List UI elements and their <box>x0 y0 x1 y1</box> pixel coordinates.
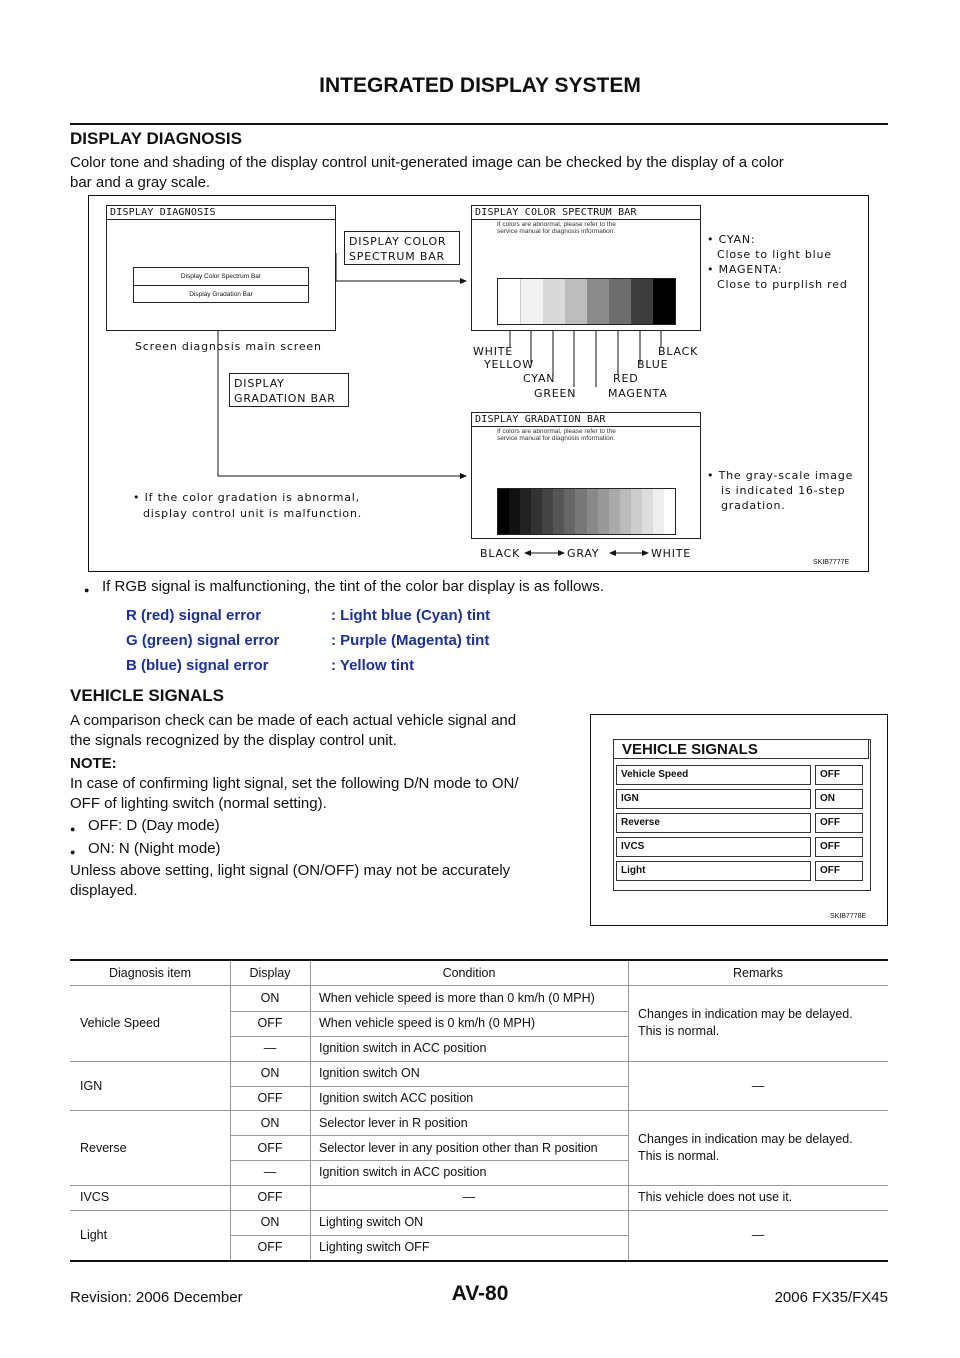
th-condition: Condition <box>442 966 496 980</box>
td-display: OFF <box>257 1091 283 1105</box>
footer-page-number: AV-80 <box>451 1282 509 1305</box>
td-remarks: — <box>751 1228 765 1242</box>
table-top-rule <box>70 959 888 961</box>
vs-row-value: OFF <box>815 765 863 785</box>
gradation-title: DISPLAY GRADATION BAR <box>472 413 700 427</box>
table-rule <box>230 1036 628 1037</box>
gradation-step <box>520 489 531 534</box>
gradation-step <box>587 489 598 534</box>
grad-box-line1: DISPLAY <box>234 377 285 390</box>
menu-gradation[interactable]: Display Gradation Bar <box>189 291 253 298</box>
td-display: — <box>263 1165 277 1179</box>
note-cyan-l2: Close to light blue <box>717 248 832 261</box>
gray-scale-note <box>707 468 853 513</box>
td-condition: When vehicle speed is more than 0 km/h (0 MPH) <box>319 991 595 1005</box>
scale-gray: GRAY <box>567 547 600 560</box>
bullet-on: ● ON: N (Night mode) <box>88 839 221 859</box>
table-rule <box>70 1185 888 1186</box>
label-black: BLACK <box>658 345 699 358</box>
intro-line2: bar and a gray scale. <box>70 174 211 191</box>
gradation-step <box>553 489 564 534</box>
vs-row-value: OFF <box>815 837 863 857</box>
gradation-step <box>564 489 575 534</box>
vs-para2-l2: displayed. <box>70 882 138 899</box>
td-condition: Ignition switch ON <box>319 1066 420 1080</box>
td-display: — <box>263 1041 277 1055</box>
signal-g-value: : Purple (Magenta) tint <box>331 632 490 649</box>
signal-r-value: : Light blue (Cyan) tint <box>331 607 491 624</box>
color-box-line1: DISPLAY COLOR <box>349 235 447 248</box>
signal-r-name: R (red) signal error <box>126 607 262 624</box>
gradation-step <box>509 489 520 534</box>
vs-row-label: Vehicle Speed <box>616 765 811 785</box>
label-cyan: CYAN <box>523 372 556 385</box>
signal-b-name: B (blue) signal error <box>126 657 269 674</box>
gradation-step <box>531 489 542 534</box>
page-title: INTEGRATED DISPLAY SYSTEM <box>319 74 641 97</box>
td-condition: Lighting switch ON <box>319 1215 424 1229</box>
table-col-rule <box>310 961 311 1260</box>
vs-para1-l2: the signals recognized by the display control unit. <box>70 732 397 749</box>
gradation-step <box>664 489 675 534</box>
td-remarks: — <box>751 1079 765 1093</box>
gradation-step <box>542 489 553 534</box>
label-yellow: YELLOW <box>484 358 534 371</box>
color-box-line2: SPECTRUM BAR <box>349 250 445 263</box>
cyan-magenta-notes <box>707 232 848 292</box>
vs-row-label: IVCS <box>616 837 811 857</box>
td-item: IGN <box>80 1079 103 1093</box>
bar-white <box>498 279 521 324</box>
td-item: Light <box>80 1228 108 1242</box>
label-red: RED <box>613 372 639 385</box>
td-condition: Ignition switch in ACC position <box>319 1041 487 1055</box>
td-remarks: This is normal. <box>638 1149 720 1163</box>
footer-revision: Revision: 2006 December <box>70 1289 243 1306</box>
gradation-note-l2: service manual for diagnosis information. <box>497 435 616 442</box>
gradation-abnormal-note <box>472 427 700 442</box>
td-item: Vehicle Speed <box>80 1016 160 1030</box>
main-screen-caption: Screen diagnosis main screen <box>135 340 322 353</box>
gradation-bar <box>497 488 676 535</box>
signal-b-value: : Yellow tint <box>331 657 415 674</box>
table-rule <box>70 1061 888 1062</box>
td-condition: Lighting switch OFF <box>319 1240 430 1254</box>
table-rule <box>70 985 888 986</box>
td-display: OFF <box>257 1141 283 1155</box>
scale-black: BLACK <box>480 547 521 560</box>
td-condition: Ignition switch ACC position <box>319 1091 474 1105</box>
label-white: WHITE <box>473 345 514 358</box>
gradation-step <box>598 489 609 534</box>
gradation-step <box>631 489 642 534</box>
note-gray-l1: • The gray-scale image <box>707 469 854 482</box>
td-display: OFF <box>257 1240 283 1254</box>
color-spectrum-bar <box>497 278 676 325</box>
note-gray-l3: gradation. <box>721 499 786 512</box>
vs-row-value: OFF <box>815 861 863 881</box>
vehicle-signals-heading: VEHICLE SIGNALS <box>70 686 224 705</box>
vs-para2-l1: Unless above setting, light signal (ON/OFF) may not be accurately <box>70 862 511 879</box>
note-mag-l1: • MAGENTA: <box>707 263 783 276</box>
note-abn-l1: • If the color gradation is abnormal, <box>133 491 360 504</box>
bar-magenta <box>587 279 609 324</box>
table-rule <box>230 1235 628 1236</box>
label-magenta: MAGENTA <box>608 387 668 400</box>
td-remarks: Changes in indication may be delayed. <box>638 1132 853 1146</box>
table-rule <box>230 1011 628 1012</box>
gradation-abnormal-text <box>133 490 362 522</box>
spectrum-note-l2: service manual for diagnosis information. <box>497 228 616 235</box>
rgb-bullet: ● If RGB signal is malfunctioning, the tint of the color bar display is as follows. <box>102 577 604 597</box>
grad-box-line2: GRADATION BAR <box>234 392 336 405</box>
vs-para1-l1: A comparison check can be made of each actual vehicle signal and <box>70 712 517 729</box>
td-item: Reverse <box>80 1141 127 1155</box>
vs-row-value: OFF <box>815 813 863 833</box>
gradation-step <box>575 489 586 534</box>
spectrum-note-l1: If colors are abnormal, please refer to the <box>497 221 616 228</box>
gradation-step <box>642 489 653 534</box>
bar-green <box>565 279 587 324</box>
td-display: OFF <box>257 1190 283 1204</box>
footer-model: 2006 FX35/FX45 <box>774 1289 888 1306</box>
label-green: GREEN <box>534 387 577 400</box>
gradation-step <box>498 489 509 534</box>
bar-cyan <box>543 279 565 324</box>
note-label: NOTE: <box>70 755 117 772</box>
table-col-rule <box>628 961 629 1260</box>
gradation-step <box>653 489 664 534</box>
signal-g-name: G (green) signal error <box>126 632 280 649</box>
table-rule <box>70 1210 888 1211</box>
td-condition: Ignition switch in ACC position <box>319 1165 487 1179</box>
note-cyan-l1: • CYAN: <box>707 233 756 246</box>
td-remarks: This vehicle does not use it. <box>638 1190 793 1204</box>
gradation-note-l1: If colors are abnormal, please refer to the <box>497 428 616 435</box>
table-rule <box>70 1110 888 1111</box>
th-item: Diagnosis item <box>109 966 191 980</box>
spectrum-title: DISPLAY COLOR SPECTRUM BAR <box>472 206 700 220</box>
gradation-step <box>620 489 631 534</box>
bar-yellow <box>521 279 543 324</box>
bar-black <box>653 279 675 324</box>
intro-line1: Color tone and shading of the display control unit-generated image can be checked by the display of a color <box>70 154 784 171</box>
bullet-off: ● OFF: D (Day mode) <box>88 816 220 836</box>
figure2-code: SKIB7778E <box>830 913 867 920</box>
vs-row-label: Light <box>616 861 811 881</box>
th-display: Display <box>249 966 291 980</box>
note-l1: In case of confirming light signal, set the following D/N mode to ON/ <box>70 775 519 792</box>
td-remarks: Changes in indication may be delayed. <box>638 1007 853 1021</box>
table-rule <box>230 1086 628 1087</box>
td-item: IVCS <box>80 1190 110 1204</box>
menu-color-spectrum[interactable]: Display Color Spectrum Bar <box>134 268 308 286</box>
spectrum-abnormal-note <box>472 220 700 235</box>
vs-row-label: IGN <box>616 789 811 809</box>
vs-row-value: ON <box>815 789 863 809</box>
td-display: ON <box>260 991 280 1005</box>
vs-screen-title: VEHICLE SIGNALS <box>613 739 869 759</box>
table-bottom-rule <box>70 1260 888 1262</box>
table-rule <box>230 1160 628 1161</box>
td-remarks: This is normal. <box>638 1024 720 1038</box>
note-abn-l2: display control unit is malfunction. <box>143 507 363 520</box>
td-display: ON <box>260 1116 280 1130</box>
vs-row-label: Reverse <box>616 813 811 833</box>
display-diagnosis-heading: DISPLAY DIAGNOSIS <box>70 129 242 148</box>
td-display: ON <box>260 1215 280 1229</box>
header-rule <box>70 123 888 125</box>
bar-red <box>609 279 631 324</box>
figure1-code: SKIB7777E <box>813 559 850 566</box>
bar-blue <box>631 279 653 324</box>
td-condition: — <box>462 1190 476 1204</box>
td-condition: Selector lever in any position other than R position <box>319 1141 598 1155</box>
th-remarks: Remarks <box>732 966 783 980</box>
td-condition: When vehicle speed is 0 km/h (0 MPH) <box>319 1016 536 1030</box>
gradation-step <box>609 489 620 534</box>
scale-white: WHITE <box>651 547 692 560</box>
label-blue: BLUE <box>637 358 669 371</box>
td-condition: Selector lever in R position <box>319 1116 468 1130</box>
screen1-title: DISPLAY DIAGNOSIS <box>107 206 335 220</box>
td-display: OFF <box>257 1016 283 1030</box>
td-display: ON <box>260 1066 280 1080</box>
note-l2: OFF of lighting switch (normal setting). <box>70 795 327 812</box>
note-mag-l2: Close to purplish red <box>717 278 848 291</box>
note-gray-l2: is indicated 16-step <box>721 484 846 497</box>
table-rule <box>230 1135 628 1136</box>
